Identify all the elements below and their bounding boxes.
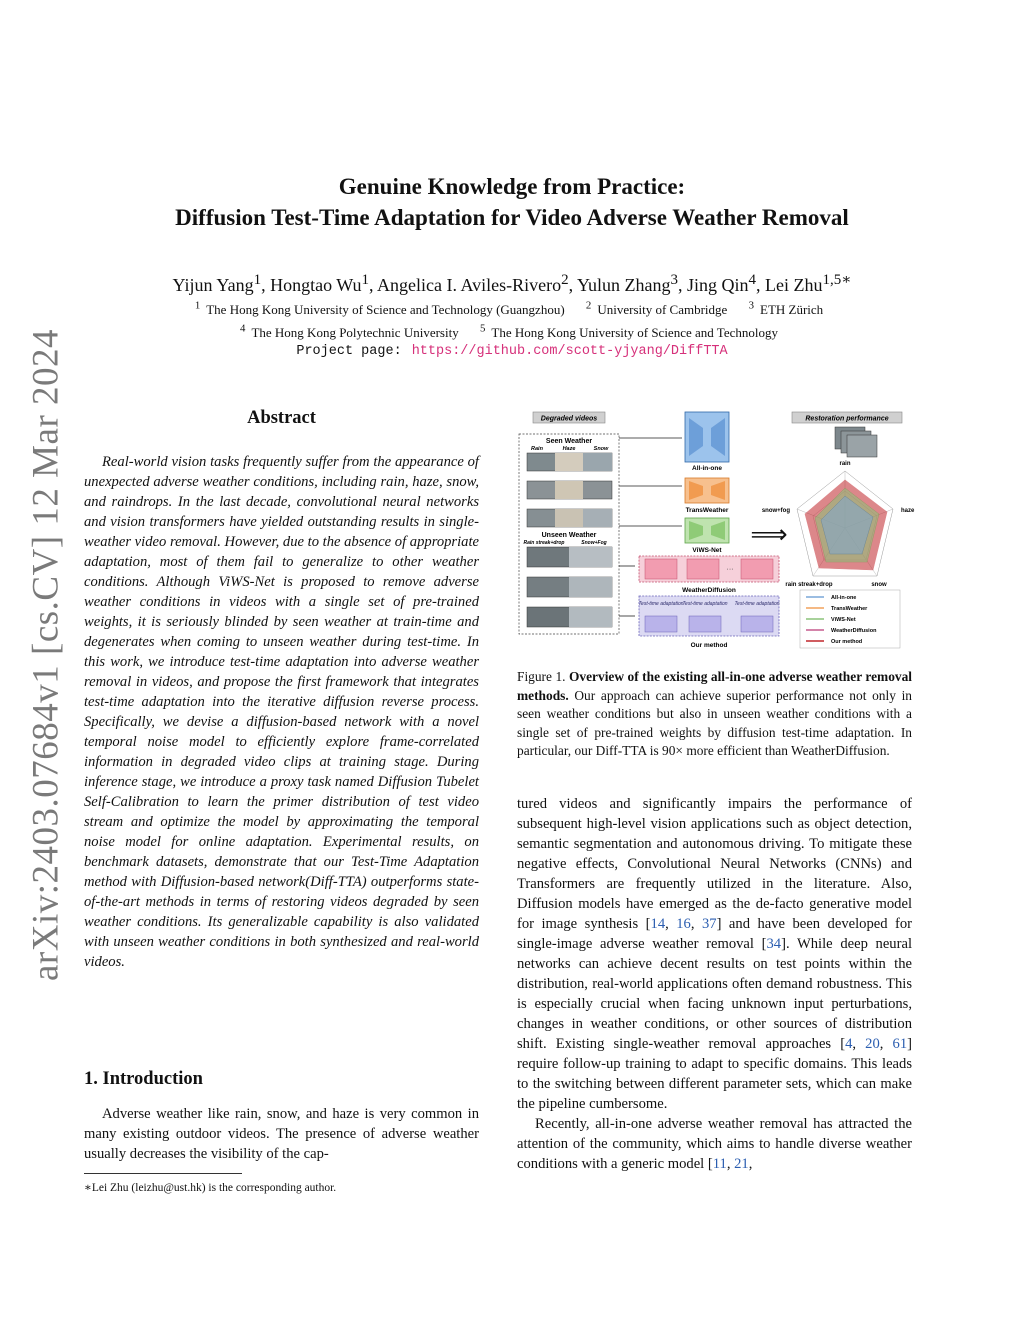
citation-link[interactable]: 4 xyxy=(845,1036,853,1052)
figure-caption xyxy=(517,668,912,761)
affiliation: The Hong Kong University of Science and Technology (Guangzhou) xyxy=(206,302,565,318)
seen-col-haze: Haze xyxy=(562,446,576,452)
author-name: Lei Zhu xyxy=(765,275,823,295)
unseen-col-rain-drop: Rain streak+drop xyxy=(523,540,565,546)
svg-text:···: ··· xyxy=(726,566,734,573)
legend-our-method: Our method xyxy=(831,639,863,645)
project-link[interactable]: https://github.com/scott-yjyang/DiffTTA xyxy=(411,344,728,359)
affiliation: University of Cambridge xyxy=(597,302,728,318)
citation-link[interactable]: 16 xyxy=(676,916,691,932)
legend-viws-net: ViWS-Net xyxy=(831,617,856,623)
caption-text: Our approach can achieve superior performance not only in seen weather conditions but also in unseen weather conditions with a single set of pre-trained weights by diffusion test-time adaptation. In particular, our Diff-TTA is 90× more efficient than WeatherDiffusion. xyxy=(517,687,912,758)
radar-axis-snow: snow xyxy=(871,582,887,588)
citation-link[interactable]: 61 xyxy=(892,1036,908,1052)
figure-1 xyxy=(517,406,917,654)
author-sup: 4 xyxy=(748,272,757,288)
tta-label-1: Test-time adaptation xyxy=(638,601,684,607)
author-name: Angelica I. Aviles-Rivero xyxy=(377,275,562,295)
net-label-transweather: TransWeather xyxy=(685,507,729,514)
seen-weather-label: Seen Weather xyxy=(545,438,593,445)
arxiv-stamp-text: arXiv:2403.07684v1 [cs.CV] 12 Mar 2024 xyxy=(25,328,67,982)
seen-col-snow: Snow xyxy=(593,446,609,452)
author-name: Hongtao Wu xyxy=(270,275,362,295)
intro-heading: 1. Introduction xyxy=(84,1069,203,1089)
project-label: Project page: xyxy=(296,344,402,359)
caption-label: Figure 1. xyxy=(517,669,566,684)
paper-title-line2: Diffusion Test-Time Adaptation for Video Adverse Weather Removal xyxy=(175,205,849,230)
abstract-heading: Abstract xyxy=(247,408,316,428)
affiliations-line2: $^4$ The Hong Kong Polytechnic University $^5$ The Hong Kong University of Science and Technology xyxy=(240,323,778,341)
caption-bold: Overview of the existing all-in-one adverse weather removal methods. xyxy=(517,669,912,703)
author-sup: 1,5∗ xyxy=(822,272,852,288)
tta-label-2: Test-time adaptation xyxy=(682,601,728,607)
affiliations-line1: $^1$ The Hong Kong University of Science and Technology (Guangzhou) $^2$ University of Cambridge $^3$ ETH Zürich xyxy=(194,300,824,318)
radar-axis-haze: haze xyxy=(901,508,915,514)
project-page xyxy=(0,344,1024,359)
paragraph: tured videos and significantly impairs the performance of subsequent high-level vision applications such as object detection, semantic segmentation and autonomous driving. To mitigate these negative effects, Convolutional Neural Networks (CNNs) and Transformers are frequently utilized in the literature. Also, Diffusion models have emerged as the de-facto generative model for image synthesis [14, 16, 37] and have been developed for single-image adverse weather removal [34]. While deep neural networks can achieve decent results on test points within the distribution, real-world applications often demand robustness. This is especially crucial when facing unknown input perturbations, changes in weather conditions, or other sources of distribution shift. Existing single-weather removal approaches [4, 20, 61] require follow-up training to adapt to specific domains. This leads to the switching between different parameter sets, which can make the pipeline cumbersome. xyxy=(517,796,913,1112)
restoration-performance-label: Restoration performance xyxy=(805,415,889,423)
legend-weatherdiffusion: WeatherDiffusion xyxy=(831,628,877,634)
right-column-body xyxy=(517,794,912,1174)
seen-col-rain: Rain xyxy=(531,446,543,452)
seen-thumbnails xyxy=(527,453,612,527)
footnote: ∗Lei Zhu (leizhu@ust.hk) is the corresponding author. xyxy=(84,1182,337,1194)
footnote-rule xyxy=(84,1173,242,1174)
net-label-viws-net: ViWS-Net xyxy=(692,547,722,554)
figure-1-svg xyxy=(517,406,917,654)
paper-title-line1: Genuine Knowledge from Practice: xyxy=(338,174,686,199)
affiliation: The Hong Kong University of Science and Technology xyxy=(491,325,778,341)
author-name: Yulun Zhang xyxy=(577,275,671,295)
radar-axis-rain: rain xyxy=(839,461,851,467)
citation-link[interactable]: 11 xyxy=(712,1156,727,1172)
radar-axis-snow-fog: snow+fog xyxy=(761,508,790,514)
legend-transweather: TransWeather xyxy=(831,606,868,612)
author-list: Yijun Yang$^1$, Hongtao Wu$^1$, Angelica I. Aviles-Rivero$^2$, Yulun Zhang$^3$, Jing Qin$^4$, Lei Zhu$^{1,5∗}$ xyxy=(172,272,852,295)
citation-link[interactable]: 37 xyxy=(701,916,717,932)
net-label-our-method: Our method xyxy=(690,642,728,649)
arxiv-stamp xyxy=(18,328,74,982)
affiliation: ETH Zürich xyxy=(760,302,824,318)
legend-all-in-one: All-in-one xyxy=(831,595,857,601)
paragraph: Recently, all-in-one adverse weather removal has attracted the attention of the community, which aims to handle diverse weather conditions with a generic model [11, 21, xyxy=(517,1116,912,1172)
net-label-all-in-one: All-in-one xyxy=(692,465,722,472)
citation-link[interactable]: 20 xyxy=(865,1036,880,1052)
author-name: Jing Qin xyxy=(687,275,749,295)
affiliation: The Hong Kong Polytechnic University xyxy=(251,325,459,341)
svg-text:⟹: ⟹ xyxy=(750,519,788,549)
author-sup: 3 xyxy=(670,272,678,288)
radar-axis-rain-streak-drop: rain streak+drop xyxy=(785,582,833,588)
citation-link[interactable]: 21 xyxy=(734,1156,749,1172)
citation-link[interactable]: 14 xyxy=(650,916,666,932)
unseen-col-snow-fog: Snow+Fog xyxy=(581,540,607,546)
author-sup: 1 xyxy=(253,272,262,288)
abstract-text: Real-world vision tasks frequently suffer from the appearance of unexpected adverse weather conditions, including rain, haze, snow, and raindrops. In the last decade, convolutional neural networks and vision transformers have yielded outstanding results in single-weather video removal. However, due to the absence of appropriate adaptation, most of them fail to generalize to other weather conditions. Although ViWS-Net is proposed to remove adverse weather conditions in videos with a single set of pre-trained weights, it is seriously blinded by seen weather at train-time and degenerates when coming to unseen weather during test-time. In this work, we introduce test-time adaptation into adverse weather removal in videos, and propose the first framework that integrates test-time adaptation into the iterative diffusion reverse process. Specifically, we devise a diffusion-based network with a novel temporal noise model to efficiently explore frame-correlated information in degraded video clips at training stage. During inference stage, we introduce a proxy task named Diffusion Tubelet Self-Calibration to learn the primer distribution of test video stream and optimize the model by approximating the temporal noise model for online adaptation. Experimental results, on benchmark datasets, demonstrate that our Test-Time Adaptation method with Diffusion-based network(Diff-TTA) outperforms state-of-the-art methods in terms of restoring videos degraded by seen weather conditions. Its generalizable capability is also validated with unseen weather conditions in both synthesized and real-world videos. xyxy=(84,454,479,970)
intro-paragraph: Adverse weather like rain, snow, and haze is very common in many existing outdoor videos. The presence of adverse weather usually decreases the visibility of the cap- xyxy=(84,1106,479,1162)
radar-legend xyxy=(800,590,900,648)
citation-link[interactable]: 34 xyxy=(766,936,782,952)
author-sup: 1 xyxy=(361,272,370,288)
degraded-videos-label: Degraded videos xyxy=(540,415,598,423)
tta-label-3: Test-time adaptation xyxy=(734,601,780,607)
unseen-thumbnails xyxy=(527,547,612,627)
author-sup: 2 xyxy=(561,272,569,288)
unseen-weather-label: Unseen Weather xyxy=(541,532,597,539)
net-label-weatherdiffusion: WeatherDiffusion xyxy=(682,587,736,594)
author-name: Yijun Yang xyxy=(172,275,254,295)
